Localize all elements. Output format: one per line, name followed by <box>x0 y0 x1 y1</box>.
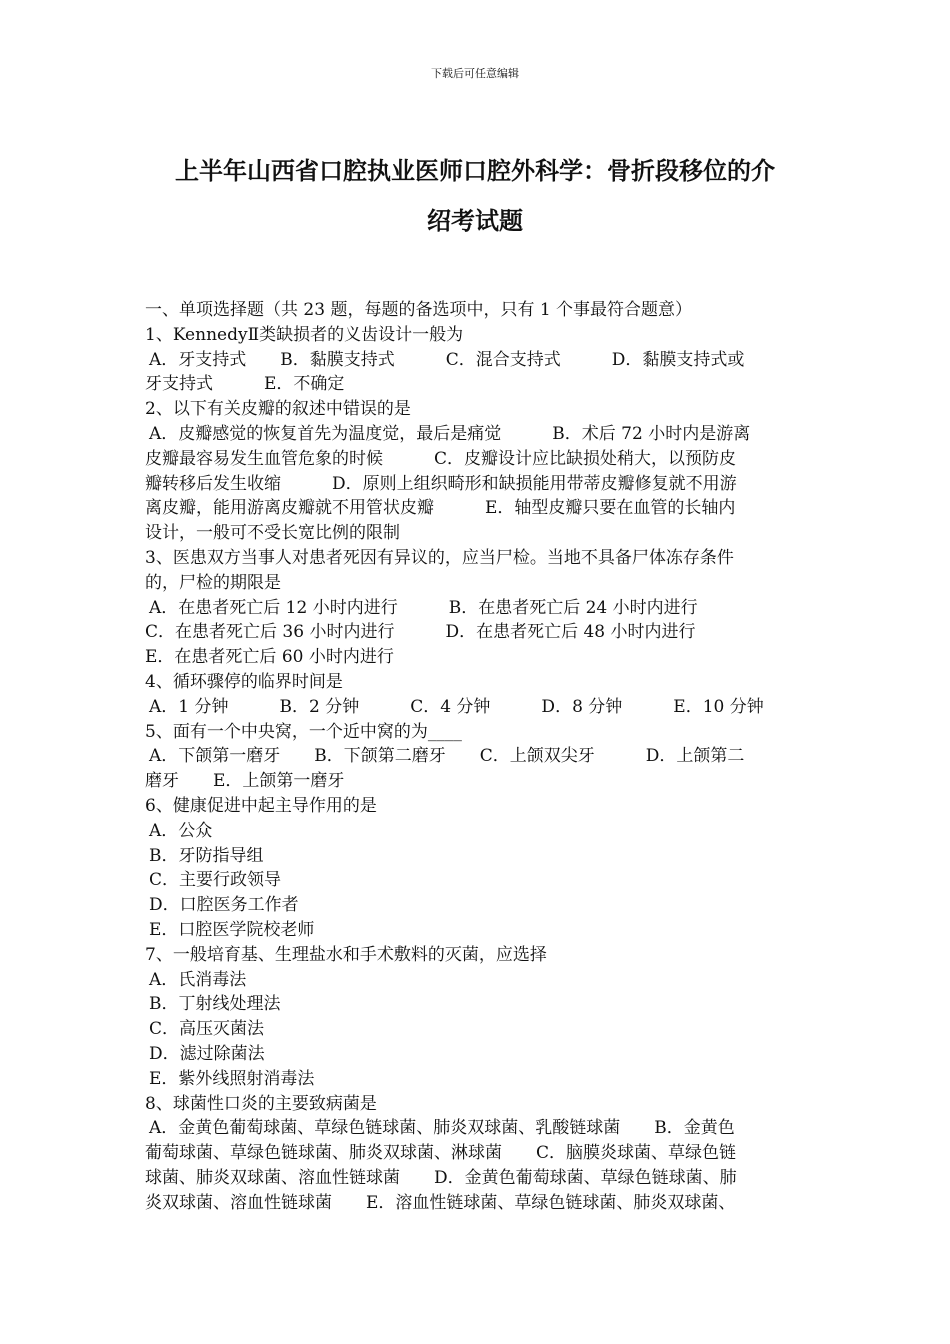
question-2-options-cont-1: 皮瓣最容易发生血管危象的时候 C．皮瓣设计应比缺损处稍大，以预防皮 <box>145 448 737 469</box>
question-1: 1、KennedyⅡ类缺损者的义齿设计一般为 <box>145 324 464 345</box>
question-4-options: A．1 分钟 B．2 分钟 C．4 分钟 D．8 分钟 E．10 分钟 <box>149 696 764 717</box>
question-5: 5、面有一个中央窝，一个近中窝的为____ <box>145 721 462 742</box>
question-2-options-cont-3: 离皮瓣，能用游离皮瓣就不用管状皮瓣 E．轴型皮瓣只要在血管的长轴内 <box>145 498 736 519</box>
question-3-cont: 的，尸检的期限是 <box>145 572 281 593</box>
question-2: 2、以下有关皮瓣的叙述中错误的是 <box>145 399 411 420</box>
question-8-options-cont-1: 葡萄球菌、草绿色链球菌、肺炎双球菌、淋球菌 C．脑膜炎球菌、草绿色链 <box>145 1143 737 1164</box>
question-2-options: A．皮瓣感觉的恢复首先为温度觉，最后是痛觉 B．术后 72 小时内是游离 <box>149 423 751 444</box>
question-6-option-b: B．牙防指导组 <box>149 845 264 866</box>
question-2-options-cont-2: 瓣转移后发生收缩 D．原则上组织畸形和缺损能用带蒂皮瓣修复就不用游 <box>145 473 737 494</box>
question-3-options-cd: C．在患者死亡后 36 小时内进行 D．在患者死亡后 48 小时内进行 <box>145 622 696 643</box>
question-7-option-c: C．高压灭菌法 <box>149 1019 265 1040</box>
section-heading: 一、单项选择题（共 23 题，每题的备选项中，只有 1 个事最符合题意） <box>145 300 693 320</box>
page-header-note: 下载后可任意编辑 <box>431 67 519 80</box>
question-8: 8、球菌性口炎的主要致病菌是 <box>145 1093 377 1114</box>
question-3-options-ab: A．在患者死亡后 12 小时内进行 B．在患者死亡后 24 小时内进行 <box>149 597 698 618</box>
question-8-options-cont-3: 炎双球菌、溶血性链球菌 E．溶血性链球菌、草绿色链球菌、肺炎双球菌、 <box>145 1192 736 1213</box>
question-4: 4、循环骤停的临界时间是 <box>145 671 343 692</box>
document-title-line-1: 上半年山西省口腔执业医师口腔外科学：骨折段移位的介 <box>175 156 775 185</box>
question-5-options: A．下颌第一磨牙 B．下颌第二磨牙 C．上颌双尖牙 D．上颌第二 <box>149 746 745 767</box>
question-6-option-d: D．口腔医务工作者 <box>149 895 299 916</box>
question-6-option-c: C．主要行政领导 <box>149 870 282 891</box>
question-6-option-e: E．口腔医学院校老师 <box>149 919 315 940</box>
question-8-options: A．金黄色葡萄球菌、草绿色链球菌、肺炎双球菌、乳酸链球菌 B．金黄色 <box>149 1118 735 1139</box>
question-2-options-cont-4: 设计，一般可不受长宽比例的限制 <box>145 523 400 544</box>
question-7-option-d: D．滤过除菌法 <box>149 1043 265 1064</box>
question-5-options-cont: 磨牙 E．上颌第一磨牙 <box>145 771 345 792</box>
question-8-options-cont-2: 球菌、肺炎双球菌、溶血性链球菌 D．金黄色葡萄球菌、草绿色链球菌、肺 <box>145 1167 737 1188</box>
question-3: 3、医患双方当事人对患者死因有异议的，应当尸检。当地不具备尸体冻存条件 <box>145 547 734 568</box>
question-1-options: A．牙支持式 B．黏膜支持式 C．混合支持式 D．黏膜支持式或 <box>149 349 745 370</box>
question-6: 6、健康促进中起主导作用的是 <box>145 795 377 816</box>
question-6-option-a: A．公众 <box>149 820 213 841</box>
question-3-option-e: E．在患者死亡后 60 小时内进行 <box>145 647 394 668</box>
document-title-line-2: 绍考试题 <box>427 206 523 235</box>
question-7-option-a: A．氏消毒法 <box>149 969 247 990</box>
document-title <box>145 146 805 246</box>
question-7: 7、一般培育基、生理盐水和手术敷料的灭菌，应选择 <box>145 944 547 965</box>
question-7-option-e: E．紫外线照射消毒法 <box>149 1068 315 1089</box>
question-7-option-b: B．丁射线处理法 <box>149 994 281 1015</box>
question-list <box>145 298 807 1215</box>
question-1-options-cont: 牙支持式 E．不确定 <box>145 374 345 395</box>
